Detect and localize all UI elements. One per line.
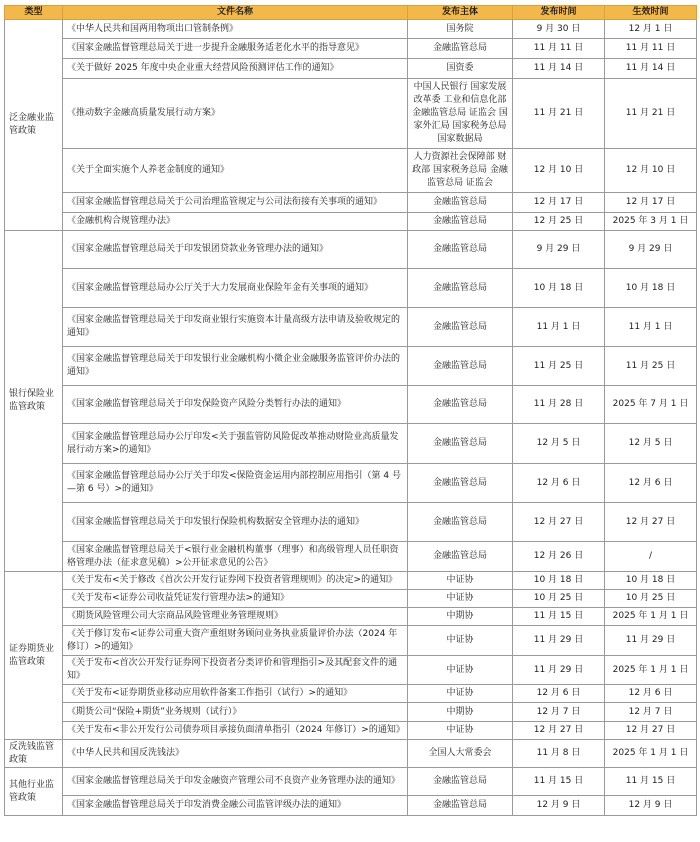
publisher-cell: 中证协 (408, 722, 513, 740)
publisher-cell: 中证协 (408, 572, 513, 590)
publish-date-cell: 9 月 30 日 (513, 20, 605, 39)
table-row (5, 149, 697, 193)
table-row (5, 590, 697, 608)
file-name-cell: 《国家金融监督管理总局关于印发金融资产管理公司不良资产业务管理办法的通知》 (63, 768, 408, 796)
effective-date-cell: 12 月 6 日 (605, 464, 697, 503)
publisher-cell: 国务院 (408, 20, 513, 39)
table-row (5, 503, 697, 542)
publish-date-cell: 12 月 27 日 (513, 722, 605, 740)
effective-date-cell: 11 月 14 日 (605, 59, 697, 79)
file-name-cell: 《关于做好 2025 年度中央企业重大经营风险预测评估工作的通知》 (63, 59, 408, 79)
table-row (5, 386, 697, 424)
publish-date-cell: 11 月 15 日 (513, 768, 605, 796)
header-publisher: 发布主体 (408, 6, 513, 20)
table-row (5, 308, 697, 347)
effective-date-cell: 2025 年 3 月 1 日 (605, 213, 697, 231)
publisher-cell: 中国人民银行 国家发展改革委 工业和信息化部 金融监管总局 证监会 国家外汇局 国家税务总局 国家数据局 (408, 79, 513, 149)
publish-date-cell: 12 月 6 日 (513, 464, 605, 503)
publish-date-cell: 11 月 21 日 (513, 79, 605, 149)
effective-date-cell: 11 月 21 日 (605, 79, 697, 149)
publish-date-cell: 12 月 5 日 (513, 424, 605, 464)
publish-date-cell: 11 月 14 日 (513, 59, 605, 79)
file-name-cell: 《金融机构合规管理办法》 (63, 213, 408, 231)
table-row (5, 542, 697, 572)
table-row (5, 685, 697, 703)
file-name-cell: 《国家金融监督管理总局关于印发保险资产风险分类暂行办法的通知》 (63, 386, 408, 424)
file-name-cell: 《国家金融监督管理总局关于印发银行业金融机构小微企业金融服务监管评价办法的通知》 (63, 347, 408, 386)
effective-date-cell: 2025 年 1 月 1 日 (605, 656, 697, 685)
category-cell: 证券期货业监管政策 (5, 572, 63, 740)
file-name-cell: 《关于发布<关于修改《首次公开发行证券网下投资者管理规则》的决定>的通知》 (63, 572, 408, 590)
publisher-cell: 金融监管总局 (408, 464, 513, 503)
file-name-cell: 《中华人民共和国两用物项出口管制条例》 (63, 20, 408, 39)
category-cell: 银行保险业监管政策 (5, 231, 63, 572)
effective-date-cell: 11 月 15 日 (605, 768, 697, 796)
publish-date-cell: 10 月 18 日 (513, 572, 605, 590)
publish-date-cell: 11 月 29 日 (513, 656, 605, 685)
publisher-cell: 金融监管总局 (408, 39, 513, 59)
file-name-cell: 《关于发布<证券公司收益凭证发行管理办法>的通知》 (63, 590, 408, 608)
table-row (5, 269, 697, 308)
publish-date-cell: 12 月 7 日 (513, 703, 605, 722)
publish-date-cell: 11 月 11 日 (513, 39, 605, 59)
publish-date-cell: 12 月 25 日 (513, 213, 605, 231)
table-row (5, 608, 697, 626)
effective-date-cell: 11 月 29 日 (605, 626, 697, 656)
file-name-cell: 《国家金融监督管理总局办公厅关于印发<保险资金运用内部控制应用指引（第 4 号—第 6 号）>的通知》 (63, 464, 408, 503)
file-name-cell: 《期货公司“保险+期货”业务规则（试行）》 (63, 703, 408, 722)
file-name-cell: 《关于全面实施个人养老金制度的通知》 (63, 149, 408, 193)
publish-date-cell: 10 月 25 日 (513, 590, 605, 608)
publisher-cell: 金融监管总局 (408, 424, 513, 464)
effective-date-cell: / (605, 542, 697, 572)
effective-date-cell: 2025 年 1 月 1 日 (605, 608, 697, 626)
effective-date-cell: 12 月 1 日 (605, 20, 697, 39)
file-name-cell: 《关于发布<证券期货业移动应用软件备案工作指引（试行）>的通知》 (63, 685, 408, 703)
file-name-cell: 《国家金融监督管理总局关于公司治理监管规定与公司法衔接有关事项的通知》 (63, 193, 408, 213)
header-publish-date: 发布时间 (513, 6, 605, 20)
file-name-cell: 《国家金融监督管理总局办公厅关于大力发展商业保险年金有关事项的通知》 (63, 269, 408, 308)
table-row (5, 59, 697, 79)
publish-date-cell: 10 月 18 日 (513, 269, 605, 308)
table-row (5, 193, 697, 213)
publisher-cell: 金融监管总局 (408, 269, 513, 308)
file-name-cell: 《国家金融监督管理总局办公厅印发<关于强监管防风险促改革推动财险业高质量发展行动方案>的通知》 (63, 424, 408, 464)
effective-date-cell: 12 月 7 日 (605, 703, 697, 722)
effective-date-cell: 10 月 25 日 (605, 590, 697, 608)
table-row (5, 231, 697, 269)
publisher-cell: 中证协 (408, 685, 513, 703)
table-row (5, 347, 697, 386)
file-name-cell: 《国家金融监督管理总局关于印发银团贷款业务管理办法的通知》 (63, 231, 408, 269)
effective-date-cell: 12 月 6 日 (605, 685, 697, 703)
publish-date-cell: 12 月 17 日 (513, 193, 605, 213)
publisher-cell: 金融监管总局 (408, 347, 513, 386)
publisher-cell: 中期协 (408, 703, 513, 722)
header-effective-date: 生效时间 (605, 6, 697, 20)
effective-date-cell: 2025 年 1 月 1 日 (605, 740, 697, 768)
effective-date-cell: 11 月 1 日 (605, 308, 697, 347)
effective-date-cell: 12 月 27 日 (605, 722, 697, 740)
publisher-cell: 金融监管总局 (408, 503, 513, 542)
effective-date-cell: 2025 年 7 月 1 日 (605, 386, 697, 424)
category-cell: 泛金融业监管政策 (5, 20, 63, 231)
effective-date-cell: 11 月 25 日 (605, 347, 697, 386)
publisher-cell: 金融监管总局 (408, 542, 513, 572)
publish-date-cell: 11 月 28 日 (513, 386, 605, 424)
publisher-cell: 金融监管总局 (408, 386, 513, 424)
header-row (5, 6, 697, 20)
effective-date-cell: 12 月 17 日 (605, 193, 697, 213)
table-row (5, 572, 697, 590)
file-name-cell: 《关于修订发布<证券公司重大资产重组财务顾问业务执业质量评价办法（2024 年修订）>的通知》 (63, 626, 408, 656)
file-name-cell: 《期货风险管理公司大宗商品风险管理业务管理规则》 (63, 608, 408, 626)
effective-date-cell: 12 月 9 日 (605, 796, 697, 816)
publish-date-cell: 12 月 10 日 (513, 149, 605, 193)
publisher-cell: 金融监管总局 (408, 308, 513, 347)
publisher-cell: 全国人大常委会 (408, 740, 513, 768)
publish-date-cell: 11 月 1 日 (513, 308, 605, 347)
effective-date-cell: 10 月 18 日 (605, 269, 697, 308)
publish-date-cell: 9 月 29 日 (513, 231, 605, 269)
table-row (5, 79, 697, 149)
publisher-cell: 中期协 (408, 608, 513, 626)
policy-table (4, 5, 697, 816)
effective-date-cell: 12 月 27 日 (605, 503, 697, 542)
publisher-cell: 国资委 (408, 59, 513, 79)
publisher-cell: 金融监管总局 (408, 231, 513, 269)
file-name-cell: 《国家金融监督管理总局关于印发商业银行实施资本计量高级方法申请及验收规定的通知》 (63, 308, 408, 347)
table-row (5, 626, 697, 656)
header-file-name: 文件名称 (63, 6, 408, 20)
publish-date-cell: 12 月 6 日 (513, 685, 605, 703)
publisher-cell: 中证协 (408, 656, 513, 685)
publish-date-cell: 11 月 8 日 (513, 740, 605, 768)
effective-date-cell: 10 月 18 日 (605, 572, 697, 590)
publisher-cell: 中证协 (408, 626, 513, 656)
table-row (5, 20, 697, 39)
category-cell: 反洗钱监管政策 (5, 740, 63, 768)
publisher-cell: 金融监管总局 (408, 213, 513, 231)
table-row (5, 703, 697, 722)
file-name-cell: 《中华人民共和国反洗钱法》 (63, 740, 408, 768)
table-row (5, 768, 697, 796)
table-row (5, 464, 697, 503)
publisher-cell: 金融监管总局 (408, 796, 513, 816)
file-name-cell: 《关于发布<非公开发行公司债券项目承接负面清单指引（2024 年修订）>的通知》 (63, 722, 408, 740)
publisher-cell: 金融监管总局 (408, 768, 513, 796)
publish-date-cell: 11 月 15 日 (513, 608, 605, 626)
file-name-cell: 《国家金融监督管理总局关于<银行业金融机构董事（理事）和高级管理人员任职资格管理办法（征求意见稿）>公开征求意见的公告》 (63, 542, 408, 572)
file-name-cell: 《国家金融监督管理总局关于印发银行保险机构数据安全管理办法的通知》 (63, 503, 408, 542)
table-row (5, 656, 697, 685)
table-row (5, 213, 697, 231)
publisher-cell: 金融监管总局 (408, 193, 513, 213)
effective-date-cell: 12 月 5 日 (605, 424, 697, 464)
category-cell: 其他行业监管政策 (5, 768, 63, 816)
effective-date-cell: 12 月 10 日 (605, 149, 697, 193)
table-row (5, 424, 697, 464)
publish-date-cell: 12 月 9 日 (513, 796, 605, 816)
table-row (5, 39, 697, 59)
file-name-cell: 《关于发布<首次公开发行证券网下投资者分类评价和管理指引>及其配套文件的通知》 (63, 656, 408, 685)
table-row (5, 722, 697, 740)
table-row (5, 796, 697, 816)
publish-date-cell: 11 月 29 日 (513, 626, 605, 656)
publish-date-cell: 11 月 25 日 (513, 347, 605, 386)
table-row (5, 740, 697, 768)
effective-date-cell: 11 月 11 日 (605, 39, 697, 59)
publisher-cell: 中证协 (408, 590, 513, 608)
file-name-cell: 《国家金融监督管理总局关于进一步提升金融服务适老化水平的指导意见》 (63, 39, 408, 59)
header-type: 类型 (5, 6, 63, 20)
file-name-cell: 《推动数字金融高质量发展行动方案》 (63, 79, 408, 149)
file-name-cell: 《国家金融监督管理总局关于印发消费金融公司监管评级办法的通知》 (63, 796, 408, 816)
publisher-cell: 人力资源社会保障部 财政部 国家税务总局 金融监管总局 证监会 (408, 149, 513, 193)
publish-date-cell: 12 月 26 日 (513, 542, 605, 572)
publish-date-cell: 12 月 27 日 (513, 503, 605, 542)
effective-date-cell: 9 月 29 日 (605, 231, 697, 269)
